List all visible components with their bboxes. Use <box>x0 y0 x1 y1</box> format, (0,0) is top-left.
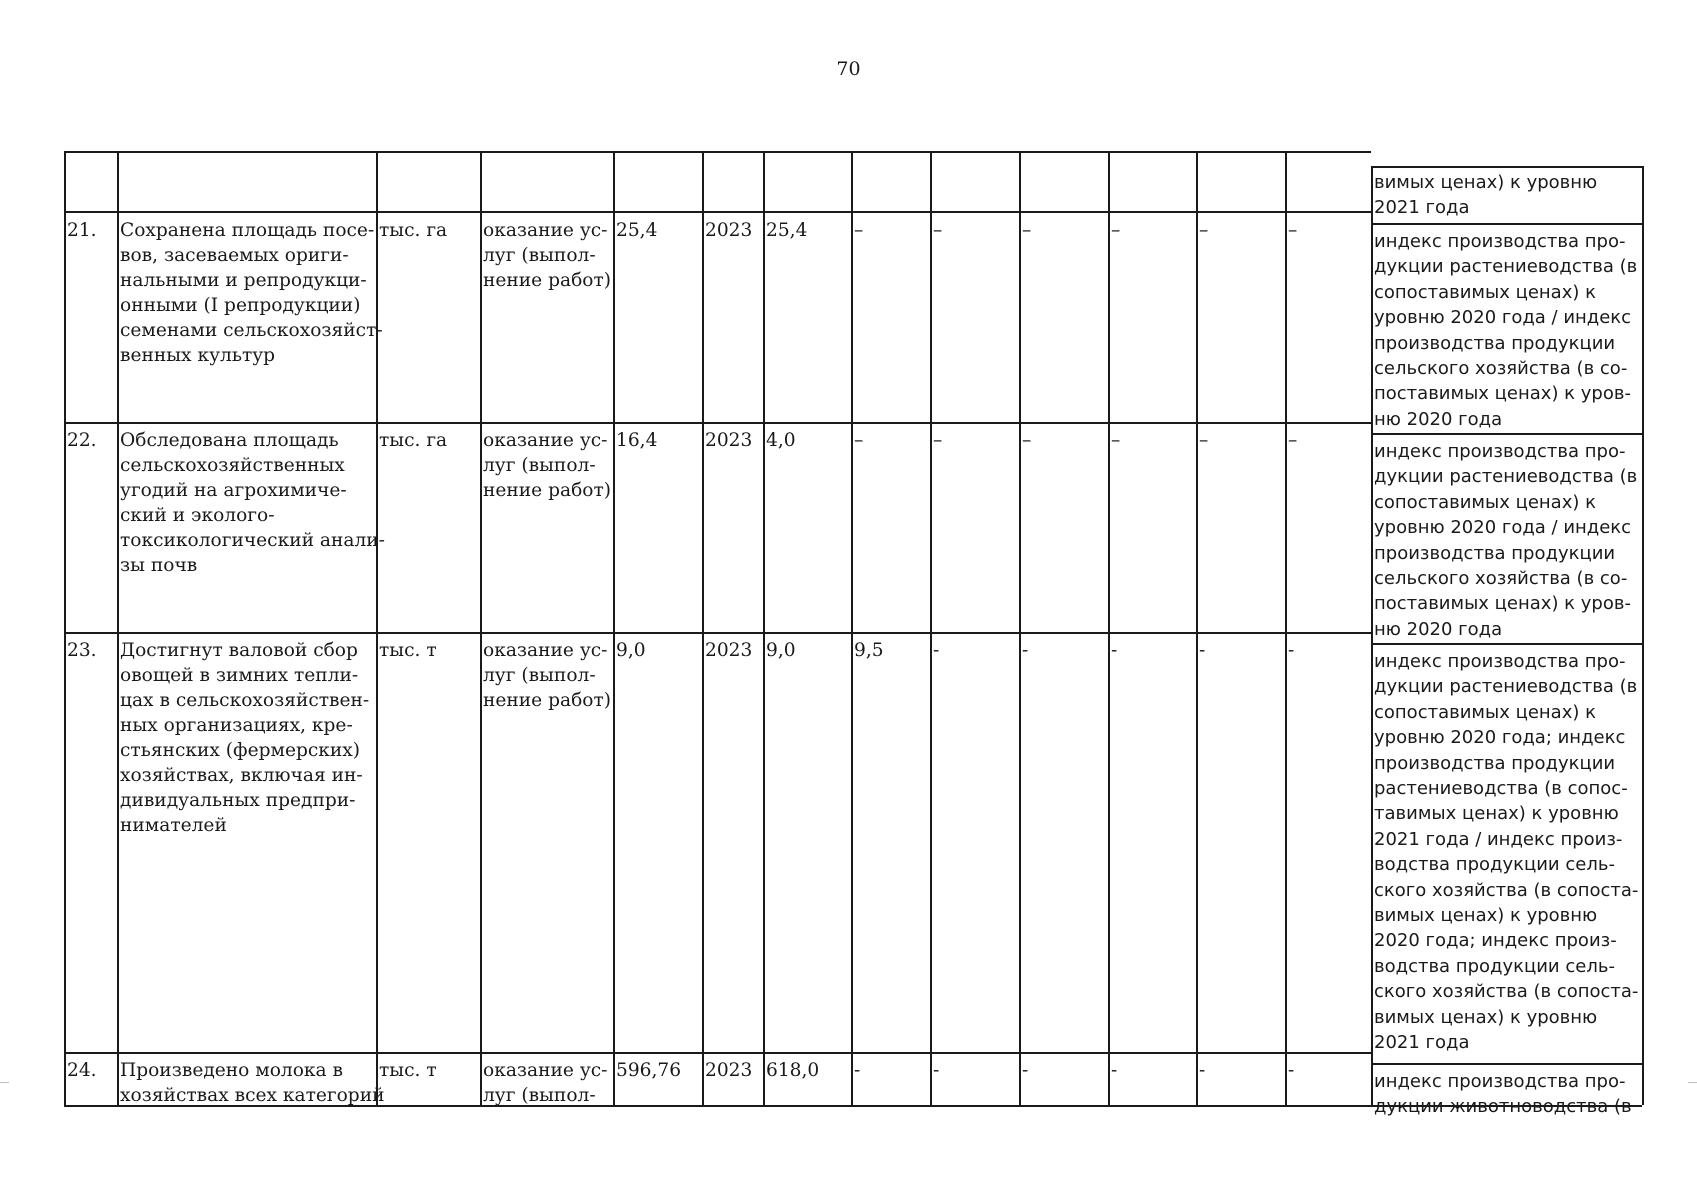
cell-text-line: уровню 2020 года; индекс <box>1374 727 1626 749</box>
cell-text-line: сельскохозяйственных <box>120 455 345 476</box>
cell-text-line: уровню 2020 года / индекс <box>1374 517 1632 539</box>
cell-text-line: нение работ) <box>483 480 612 501</box>
cell-text-line: 2021 года <box>1374 1032 1470 1054</box>
value-year-3: - <box>933 640 940 661</box>
value-year-2: – <box>854 220 864 241</box>
table-vertical-rule <box>1019 151 1021 1105</box>
page-number: 70 <box>836 58 861 80</box>
cell-text-line: 2021 года <box>1374 197 1470 219</box>
cell-text-line: нальными и репродукци- <box>120 270 367 291</box>
value-year-3: - <box>933 1060 940 1081</box>
cell-text-line: растениеводства (в сопос- <box>1374 778 1628 800</box>
cell-text-line: оказание ус- <box>483 640 608 661</box>
cell-text-line: ню 2020 года <box>1374 408 1503 430</box>
cell-text-line: луг (выпол- <box>483 665 596 686</box>
cell-text-line: луг (выпол- <box>483 1085 596 1106</box>
result-name <box>120 638 369 838</box>
result-type <box>483 638 611 713</box>
value-year-6: – <box>1199 220 1209 241</box>
cell-text-line: Обследована площадь <box>120 430 339 451</box>
cell-text-line: тавимых ценах) к уровню <box>1374 803 1619 825</box>
base-year: 2023 <box>705 1060 753 1081</box>
table-vertical-rule <box>1285 151 1287 1105</box>
cell-text-line: сопоставимых ценах) к <box>1374 701 1596 723</box>
table-vertical-rule <box>1642 166 1644 1105</box>
cell-text-line: уровню 2020 года / индекс <box>1374 307 1632 329</box>
table-vertical-rule <box>613 151 615 1105</box>
value-year-5: – <box>1111 430 1121 451</box>
value-year-4: – <box>1022 430 1032 451</box>
value-year-2: 9,5 <box>854 640 884 661</box>
value-year-3: – <box>933 430 943 451</box>
result-name <box>120 1058 385 1108</box>
cell-text-line: нение работ) <box>483 270 612 291</box>
table-vertical-rule <box>480 151 482 1105</box>
value-year-4: - <box>1022 1060 1029 1081</box>
cell-text-line: дивидуальных предпри- <box>120 790 356 811</box>
indicator-text <box>1374 1069 1632 1120</box>
cell-text-line: овощей в зимних тепли- <box>120 665 359 686</box>
cell-text-line: луг (выпол- <box>483 245 596 266</box>
cell-text-line: сопоставимых ценах) к <box>1374 491 1596 513</box>
table-row-rule <box>1371 433 1642 435</box>
cell-text-line: индекс производства про- <box>1374 231 1626 252</box>
cell-text-line: сельского хозяйства (в со- <box>1374 358 1628 380</box>
cell-text-line: цах в сельскохозяйствен- <box>120 690 370 711</box>
result-name <box>120 218 383 368</box>
cell-text-line: ского хозяйства (в сопоста- <box>1374 981 1639 1003</box>
cell-text-line: вимых ценах) к уровню <box>1374 905 1598 927</box>
value-year-6: – <box>1199 430 1209 451</box>
cell-text-line: луг (выпол- <box>483 455 596 476</box>
table-top-rule <box>1371 166 1642 168</box>
table-vertical-rule <box>117 151 119 1105</box>
cell-text-line: индекс производства про- <box>1374 651 1626 672</box>
value-year-3: – <box>933 220 943 241</box>
table-vertical-rule <box>930 151 932 1105</box>
table-vertical-rule <box>64 151 66 1105</box>
value-year-1: 9,0 <box>766 640 796 661</box>
base-value: 9,0 <box>616 640 646 661</box>
value-year-5: - <box>1111 1060 1118 1081</box>
result-type <box>483 218 611 293</box>
cell-text-line: производства продукции <box>1374 542 1616 564</box>
cell-text-line: водства продукции сель- <box>1374 854 1615 876</box>
indicator-text <box>1374 439 1637 642</box>
value-year-7: - <box>1288 1060 1295 1081</box>
row-number: 22. <box>67 430 97 451</box>
cell-text-line: Произведено молока в <box>120 1060 344 1081</box>
cell-text-line: токсикологический анали- <box>120 530 385 551</box>
cell-text-line: Достигнут валовой сбор <box>120 640 358 661</box>
unit-of-measure: тыс. т <box>379 640 437 661</box>
cell-text-line: индекс производства про- <box>1374 1071 1626 1092</box>
cell-text-line: 2020 года; индекс произ- <box>1374 930 1617 952</box>
cell-text-line: производства продукции <box>1374 332 1616 354</box>
cell-text-line: венных культур <box>120 345 276 366</box>
base-year: 2023 <box>705 430 753 451</box>
table-vertical-rule <box>702 151 704 1105</box>
cell-text-line: оказание ус- <box>483 430 608 451</box>
cell-text-line: ского хозяйства (в сопоста- <box>1374 879 1639 901</box>
table-vertical-rule <box>763 151 765 1105</box>
base-value: 25,4 <box>616 220 658 241</box>
result-name <box>120 428 385 578</box>
row-number: 23. <box>67 640 97 661</box>
cell-text-line: водства продукции сель- <box>1374 955 1615 977</box>
result-type <box>483 428 611 503</box>
cell-text-line: индекс производства про- <box>1374 441 1626 462</box>
value-year-2: - <box>854 1060 861 1081</box>
value-year-7: – <box>1288 220 1298 241</box>
cell-text-line: стьянских (фермерских) <box>120 740 361 761</box>
indicator-text <box>1374 229 1637 432</box>
value-year-1: 25,4 <box>766 220 808 241</box>
value-year-4: - <box>1022 640 1029 661</box>
table-vertical-rule <box>1108 151 1110 1105</box>
cell-text-line: дукции растениеводства (в <box>1374 256 1638 278</box>
value-year-5: - <box>1111 640 1118 661</box>
value-year-6: - <box>1199 1060 1206 1081</box>
cell-text-line: сельского хозяйства (в со- <box>1374 568 1628 590</box>
cell-text-line: ский и эколого- <box>120 505 275 526</box>
cell-text-line: хозяйствах всех категорий <box>120 1085 385 1106</box>
cell-text-line: 2021 года / индекс произ- <box>1374 828 1623 850</box>
base-value: 596,76 <box>616 1060 682 1081</box>
cell-text-line: вимых ценах) к уровню <box>1374 172 1598 193</box>
row-number: 21. <box>67 220 97 241</box>
cell-text-line: нение работ) <box>483 690 612 711</box>
cell-text-line: ных организациях, кре- <box>120 715 353 736</box>
value-year-6: - <box>1199 640 1206 661</box>
cell-text-line: сопоставимых ценах) к <box>1374 281 1596 303</box>
cell-text-line: хозяйствах, включая ин- <box>120 765 363 786</box>
table-top-rule <box>64 151 1371 153</box>
value-year-5: – <box>1111 220 1121 241</box>
value-year-2: – <box>854 430 864 451</box>
table-row-rule <box>64 632 1371 634</box>
cell-text-line: дукции растениеводства (в <box>1374 466 1638 488</box>
table-row-rule <box>1371 223 1642 225</box>
base-year: 2023 <box>705 220 753 241</box>
cell-text-line: поставимых ценах) к уров- <box>1374 593 1631 615</box>
base-value: 16,4 <box>616 430 658 451</box>
cell-text-line: угодий на агрохимиче- <box>120 480 347 501</box>
unit-of-measure: тыс. т <box>379 1060 437 1081</box>
table-vertical-rule <box>1196 151 1198 1105</box>
value-year-7: – <box>1288 430 1298 451</box>
value-year-7: - <box>1288 640 1295 661</box>
cell-text-line: ню 2020 года <box>1374 618 1503 640</box>
unit-of-measure: тыс. га <box>379 430 448 451</box>
cell-text-line: Сохранена площадь посе- <box>120 220 375 241</box>
unit-of-measure: тыс. га <box>379 220 448 241</box>
indicator-continuation <box>1374 170 1597 221</box>
table-row-rule <box>64 1052 1371 1054</box>
value-year-1: 4,0 <box>766 430 796 451</box>
cell-text-line: вов, засеваемых ориги- <box>120 245 349 266</box>
cell-text-line: нимателей <box>120 815 227 836</box>
cell-text-line: производства продукции <box>1374 752 1616 774</box>
indicator-text <box>1374 649 1638 1056</box>
cell-text-line: вимых ценах) к уровню <box>1374 1006 1598 1028</box>
value-year-1: 618,0 <box>766 1060 820 1081</box>
cell-text-line: дукции растениеводства (в <box>1374 676 1638 698</box>
scan-edge-mark <box>1688 1082 1697 1083</box>
cell-text-line: дукции животноводства (в <box>1374 1096 1632 1118</box>
cell-text-line: оказание ус- <box>483 1060 608 1081</box>
cell-text-line: зы почв <box>120 555 198 576</box>
table-row-rule <box>64 211 1371 213</box>
cell-text-line: поставимых ценах) к уров- <box>1374 383 1631 405</box>
base-year: 2023 <box>705 640 753 661</box>
result-type <box>483 1058 607 1108</box>
cell-text-line: оказание ус- <box>483 220 608 241</box>
table-row-rule <box>1371 1063 1642 1065</box>
table-vertical-rule <box>851 151 853 1105</box>
row-number: 24. <box>67 1060 97 1081</box>
table-row-rule <box>1371 643 1642 645</box>
table-row-rule <box>64 422 1371 424</box>
cell-text-line: семенами сельскохозяйст- <box>120 320 383 341</box>
value-year-4: – <box>1022 220 1032 241</box>
scan-edge-mark <box>0 1082 9 1083</box>
cell-text-line: онными (I репродукции) <box>120 295 361 316</box>
table-vertical-rule <box>1371 166 1373 1105</box>
